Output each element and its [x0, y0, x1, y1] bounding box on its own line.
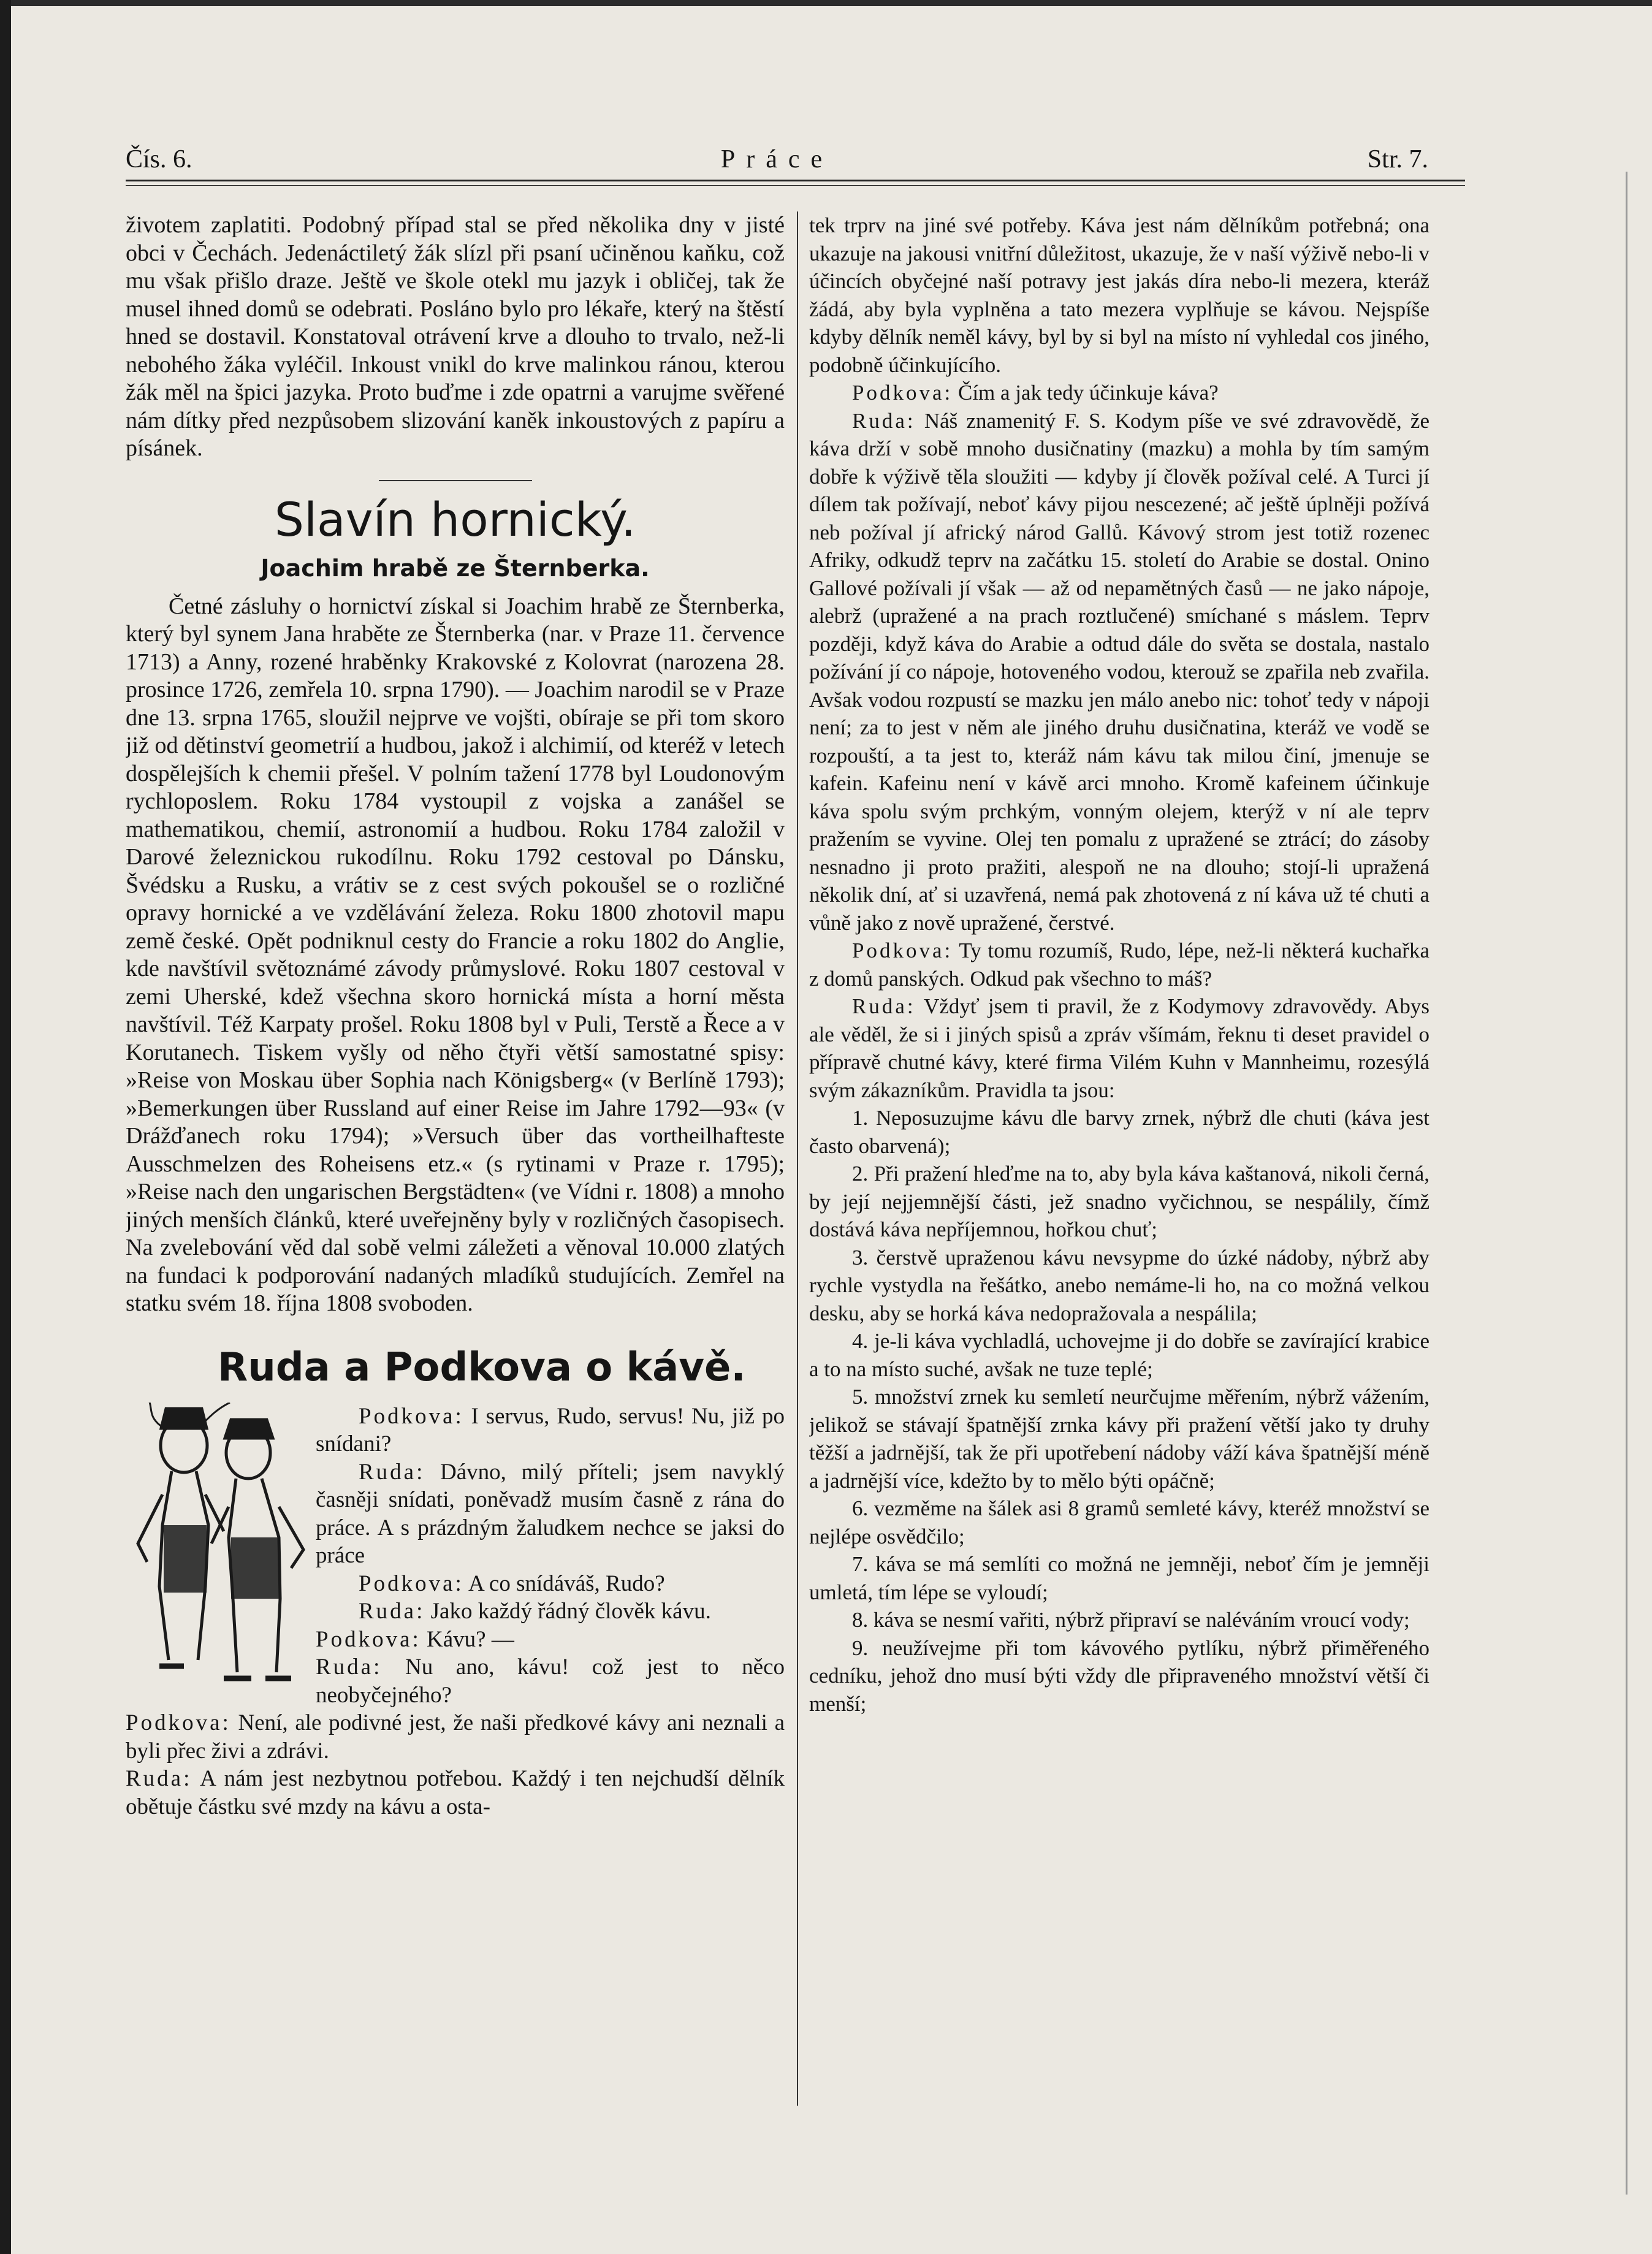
scan-left-edge: [0, 0, 11, 2254]
coffee-rule: 3. čerstvě upraženou kávu nevsypme do úzké nádoby, nýbrž aby rychle vystydla na řešátko, anebo nemáme-li ho, na co možná velkou desku, aby se horká káva nedopražovala a nespálila;: [809, 1245, 1429, 1325]
coffee-rule: 5. množství zrnek ku semletí neurčujme měřením, nýbrž vážením, jelikož se stávají špatnější zrnka kávy při pražení větší jako ty druhy těžší a jadrnější, tak že při upotřebení nádoby váží káva špatnější méně a jadrnější více, kdežto by to mělo býti opáčně;: [809, 1385, 1429, 1493]
coffee-rule: 9. neužívejme při tom kávového pytlíku, nýbrž přiměřeného cedníku, jehož dno musí býti vždy dle připraveného množství větší či menší;: [809, 1635, 1429, 1716]
dialogue-line: Podkova: Není, ale podivné jest, že naši předkové kávy ani neznali a byli přec živi a zdrávi.: [126, 1710, 785, 1764]
dialogue-paragraph: Ruda: Náš znamenitý F. S. Kodym píše ve své zdravovědě, že káva drží v sobě mnoho dusičnatiny (mazku) a mohla by tím samým dobře k výživě těla sloužiti — kdyby jí člověk požíval celé. A Turci jí dílem tak požívají, neboť kávy pijou nescezené; ač ještě úplněji požívá neb požíval jí africký národ Gallů. Kávový strom jest totiž rozenec Afriky, odkudž teprv na začátku 15. století do Arabie se dostal. Onino Gallové požívali jí však — až od nepamětných časů — ne jako nápoje, alebrž (upražené a na prach roztlučené) smíchané s máslem. Teprv později, když káva do Arabie a odtud dále do světa se dostala, nastalo požívání jí co nápoje, hotoveného vodou, kterouž se zpařila neb zvařila. Avšak vodou rozpustí se mazku jen málo anebo nic: tohoť tedy v nápoji není; za to jest v něm ale jiného druhu dusičnatina, kteráž ve vodě se rozpouští, a ta jest to, kteráž nám kávu tak milou činí, jmenuje se kafein. Kafeinu není v kávě arci mnoho. Kromě kafeinem účinkuje káva spolu svým prchkým, vonným olejem, kterýž v ní ale teprv pražením se vyvine. Olej ten pomalu z upražené se ztrácí; do zásoby nesnadno ji proto pražiti, alespoň ne na dlouho; stojí-li upražená několik dní, ať si uzavřená, nemá pak zhotovená z ní káva už té chuti a vůně jako z nově upražené, čerstvé.: [809, 408, 1429, 935]
article-title-slavin: Slavín hornický.: [274, 492, 636, 547]
dialogue-paragraph: Podkova: Ty tomu rozumíš, Rudo, lépe, než-li některá kuchařka z domů panských. Odkud pak všechno to máš?: [809, 939, 1429, 991]
section-separator: [379, 480, 532, 481]
scan-top-edge: [0, 0, 1652, 6]
article-title-ruda: Ruda a Podkova o kávě.: [218, 1344, 746, 1390]
coffee-rule: 6. vezměme na šálek asi 8 gramů semleté kávy, kteréž množství se nejlépe osvědčilo;: [809, 1496, 1429, 1548]
column-divider: [797, 211, 798, 2106]
dialogue-line: Ruda: Nu ano, kávu! což jest to něco neobyčejného?: [316, 1654, 785, 1708]
dialogue-line: Podkova: A co snídáváš, Rudo?: [359, 1571, 665, 1596]
coffee-rule: 8. káva se nesmí vařiti, nýbrž připraví se naléváním vroucí vody;: [852, 1608, 1410, 1632]
dialogue-line: Ruda: Jako každý řádný člověk kávu.: [359, 1599, 711, 1624]
dialogue-line: Ruda: Dávno, milý příteli; jsem navyklý časněji snídati, poněvadž musím časně z rána do práce. A s prázdným žaludkem nechce se jaksi do práce: [316, 1459, 785, 1568]
newspaper-title: Práce: [720, 145, 834, 173]
page-header: [126, 145, 1428, 181]
dialogue-line: Ruda: A nám jest nezbytnou potřebou. Každý i ten nejchudší dělník obětuje částku své mzdy na kávu a osta-: [126, 1766, 785, 1819]
dialogue-paragraph: tek trprv na jiné své potřeby. Káva jest nám dělníkům potřebná; ona ukazuje na jakousi vnitřní důležitost, ukazuje, že v naší výživě nebo-li v účincích obyčejné naší potravy jest jakás díra nebo-li mezera, kteráž žádá, aby byla vyplněna a tato mezera vyplňuje se kávou. Nejspíše kdyby dělník neměl kávy, byl by si byl na místo ní vyhledal cos jiného, podobně účinkujícího.: [809, 213, 1429, 377]
right-column: [809, 211, 1429, 2112]
slavin-article: [126, 593, 785, 1318]
intro-article: [126, 211, 785, 463]
coffee-rule: 2. Při pražení hleďme na to, aby byla káva kaštanová, nikoli černá, by její nejjemnější části, jež snadno vyčichnou, se nespálily, čímž dostává káva nepříjemnou, hořkou chuť;: [809, 1162, 1429, 1241]
coffee-rule: 7. káva se má semlíti co možná ne jemněji, neboť čím je jemněji umletá, tím lépe se vyloudí;: [809, 1552, 1429, 1604]
dialogue-line: Podkova: I servus, Rudo, servus! Nu, již po snídani?: [316, 1403, 785, 1456]
coffee-rule: 4. je-li káva vychladlá, uchovejme ji do dobře se zavírající krabice a to na místo suché, avšak ne tuze teplé;: [809, 1329, 1429, 1381]
dialogue-line: Podkova: Kávu? —: [316, 1626, 514, 1652]
issue-number: Čís. 6.: [126, 145, 192, 173]
coffee-rules-list: [809, 1104, 1429, 1718]
two-men-illustration: [126, 1403, 310, 1691]
left-column: [126, 211, 785, 2112]
scan-right-line: [1626, 172, 1627, 2195]
coffee-rule: 1. Neposuzujme kávu dle barvy zrnek, nýbrž dle chuti (káva jest často obarvená);: [809, 1106, 1429, 1158]
dialogue-paragraph: Ruda: Vždyť jsem ti pravil, že z Kodymovy zdravovědy. Abys ale věděl, že si i jiných spisů a zpráv všímám, řeknu ti deset pravidel o přípravě chutné kávy, které firma Vilém Kuhn v Mannheimu, rozesýlá svým zákazníkům. Pravidla ta jsou:: [809, 994, 1429, 1102]
dialogue-paragraph: Podkova: Čím a jak tedy účinkuje káva?: [852, 381, 1219, 405]
article-subtitle-sternberk: Joachim hrabě ze Šternberka.: [261, 554, 650, 582]
page-number: Str. 7.: [1367, 145, 1428, 173]
header-rule-thin: [126, 185, 1465, 186]
slavin-paragraph: Četné zásluhy o hornictví získal si Joachim hrabě ze Šternberka, který byl synem Jana hraběte ze Šternberka (nar. v Praze 11. července 1713) a Anny, rozené hraběnky Krakovské z Kolovrat (narozena 28. prosince 1726, zemřela 10. srpna 1790). — Joachim narodil se v Praze dne 13. srpna 1765, sloužil nejprve ve vojšti, obíraje se při tom skoro již od dětinství geometrií a hudbou, jakož i alchimií, od kteréž v letech dospělejších k chemii přešel. V polním tažení 1778 byl Loudonovým rychloposlem. Roku 1784 vystoupil z vojska a zanášel se mathematikou, chemií, astronomií a hudbou. Roku 1784 založil v Darové železnickou rukodílnu. Roku 1792 cestoval po Dánsku, Švédsku a Rusku, a vrátiv se z cest svých pokoušel se o rozličné opravy hornické a ve vzdělávání železa. Roku 1800 zhotovil mapu země české. Opět podniknul cesty do Francie a roku 1802 do Anglie, kde navštívil světoznámé závody průmyslové. Roku 1807 cestoval v zemi Uherské, kdež všechna skoro hornická místa a horní města navštívil. Též Karpaty prošel. Roku 1808 byl v Puli, Terstě a Řece a v Korutanech. Tiskem vyšly od něho čtyři větší samostatné spisy: »Reise von Moskau über Sophia nach Königsberg« (v Berlíně 1793); »Bemerkungen über Russland auf einer Reise im Jahre 1792—93« (v Drážďanech roku 1794); »Versuch über das vortheilhafteste Ausschmelzen des Roheisens etz.« (s rytinami v Praze r. 1795); »Reise nach den ungarischen Bergstädten« (ve Vídni r. 1808) a mnoho jiných menších článků, které uveřejněny byly v rozličných časopisech. Na zvelebování věd dal sobě velmi záležeti a věnoval 10.000 zlatých na fundaci k podporování nadaných mladíků studujících. Zemřel na statku svém 18. října 1808 svoboden.: [126, 593, 785, 1316]
intro-paragraph: životem zaplatiti. Podobný případ stal se před několika dny v jisté obci v Čechách. Jedenáctiletý žák slízl při psaní učiněnou kaňku, což mu však přišlo draze. Ještě ve škole otekl mu jazyk i obličej, tak že musel ihned domů se odebrati. Posláno bylo pro lékaře, který na štěstí hned se dostavil. Konstatoval otrávení krve a dlouho to trvalo, než-li nebohého žáka vyléčil. Inkoust vnikl do krve malinkou ránou, kterou žák měl na špici jazyka. Proto buďme i zde opatrni a varujme svěřené nám dítky před nezpůsobem slizování kaněk inkoustových z papíru a písánek.: [126, 212, 785, 461]
header-rule: [126, 180, 1465, 181]
